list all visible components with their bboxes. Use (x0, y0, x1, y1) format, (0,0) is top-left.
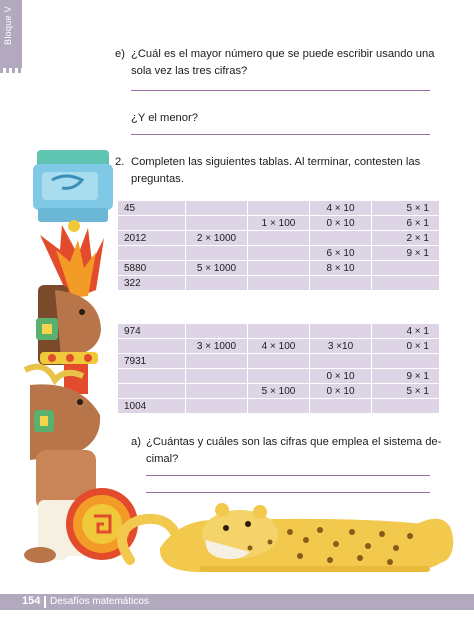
table-cell[interactable]: 322 (118, 276, 185, 290)
table-cell[interactable] (248, 324, 309, 338)
table-cell[interactable] (186, 369, 247, 383)
answer-line[interactable] (131, 90, 430, 91)
table-cell[interactable] (186, 246, 247, 260)
table-cell[interactable] (118, 339, 185, 353)
table-cell[interactable] (372, 354, 439, 368)
table-cell[interactable] (118, 369, 185, 383)
question-2-line2: preguntas. (131, 173, 184, 185)
table-row (118, 246, 439, 260)
question-2-number: 2. (115, 156, 125, 168)
table-cell[interactable]: 0 × 10 (310, 384, 371, 398)
table-cell[interactable] (248, 399, 309, 413)
table-cell[interactable] (372, 276, 439, 290)
table-row (118, 399, 439, 413)
table-cell[interactable] (248, 231, 309, 245)
table-cell[interactable] (248, 246, 309, 260)
question-2-line1: Completen las siguientes tablas. Al terminar, contesten las (131, 156, 421, 168)
table-cell[interactable] (248, 369, 309, 383)
table-cell[interactable]: 1 × 100 (248, 216, 309, 230)
table-cell[interactable] (248, 261, 309, 275)
table-row (118, 324, 439, 338)
table-cell[interactable]: 2012 (118, 231, 185, 245)
page-number: 154 (22, 595, 41, 607)
table-cell[interactable]: 4 × 10 (310, 201, 371, 215)
table-row (118, 354, 439, 368)
question-a-line2: cimal? (146, 453, 179, 465)
answer-line[interactable] (146, 475, 430, 476)
table-cell[interactable]: 974 (118, 324, 185, 338)
table-cell[interactable] (310, 354, 371, 368)
footer-divider (44, 596, 46, 608)
table-cell[interactable] (118, 216, 185, 230)
table-cell[interactable]: 5 × 100 (248, 384, 309, 398)
table-cell[interactable] (248, 201, 309, 215)
table-cell[interactable]: 45 (118, 201, 185, 215)
table-cell[interactable] (186, 216, 247, 230)
table-cell[interactable]: 5 × 1 (372, 201, 439, 215)
table-row (118, 216, 439, 230)
table-cell[interactable] (310, 399, 371, 413)
table-cell[interactable]: 5 × 1 (372, 384, 439, 398)
block-label: Bloque V (3, 6, 13, 45)
answer-line[interactable] (131, 134, 430, 135)
question-e-line1: ¿Cuál es el mayor número que se puede escribir usando una (131, 48, 435, 60)
table-cell[interactable]: 6 × 10 (310, 246, 371, 260)
place-value-table-2 (117, 323, 440, 414)
table-cell[interactable] (186, 201, 247, 215)
question-e-line2: sola vez las tres cifras? (131, 65, 248, 77)
table-cell[interactable]: 0 × 1 (372, 339, 439, 353)
table-cell[interactable]: 9 × 1 (372, 246, 439, 260)
table-cell[interactable]: 4 × 1 (372, 324, 439, 338)
table-cell[interactable] (310, 276, 371, 290)
table-row (118, 339, 439, 353)
table-cell[interactable]: 1004 (118, 399, 185, 413)
table-cell[interactable]: 3 × 1000 (186, 339, 247, 353)
table-row (118, 201, 439, 215)
question-a-line1: ¿Cuántas y cuáles son las cifras que emplea el sistema de- (146, 436, 442, 448)
table-cell[interactable] (310, 324, 371, 338)
table-cell[interactable]: 0 × 10 (310, 369, 371, 383)
table-cell[interactable] (186, 399, 247, 413)
table-row (118, 231, 439, 245)
table-cell[interactable]: 4 × 100 (248, 339, 309, 353)
table-cell[interactable] (118, 384, 185, 398)
table-cell[interactable]: 3 ×10 (310, 339, 371, 353)
table-cell[interactable]: 2 × 1000 (186, 231, 247, 245)
jaguar-icon (122, 503, 453, 572)
table-cell[interactable]: 5 × 1000 (186, 261, 247, 275)
question-a-letter: a) (131, 436, 141, 448)
table-row (118, 369, 439, 383)
table-cell[interactable] (186, 324, 247, 338)
question-e-letter: e) (115, 48, 125, 60)
glyph-icon (33, 150, 113, 232)
table-cell[interactable]: 6 × 1 (372, 216, 439, 230)
table-row (118, 276, 439, 290)
table-cell[interactable] (310, 231, 371, 245)
page-footer (0, 594, 474, 610)
upper-face-icon (36, 285, 101, 394)
table-cell[interactable] (186, 354, 247, 368)
table-cell[interactable]: 8 × 10 (310, 261, 371, 275)
table-cell[interactable] (372, 399, 439, 413)
table-cell[interactable]: 0 × 10 (310, 216, 371, 230)
table-cell[interactable]: 9 × 1 (372, 369, 439, 383)
question-e-sub: ¿Y el menor? (131, 112, 198, 124)
place-value-table-1 (117, 200, 440, 291)
table-cell[interactable] (372, 261, 439, 275)
table-cell[interactable] (248, 354, 309, 368)
table-cell[interactable] (118, 246, 185, 260)
table-cell[interactable]: 7931 (118, 354, 185, 368)
book-title: Desafíos matemáticos (50, 596, 149, 607)
answer-line[interactable] (146, 492, 430, 493)
table-cell[interactable] (186, 384, 247, 398)
table-cell[interactable] (248, 276, 309, 290)
table-cell[interactable] (186, 276, 247, 290)
table-cell[interactable]: 2 × 1 (372, 231, 439, 245)
table-cell[interactable]: 5880 (118, 261, 185, 275)
table-row (118, 261, 439, 275)
table-row (118, 384, 439, 398)
